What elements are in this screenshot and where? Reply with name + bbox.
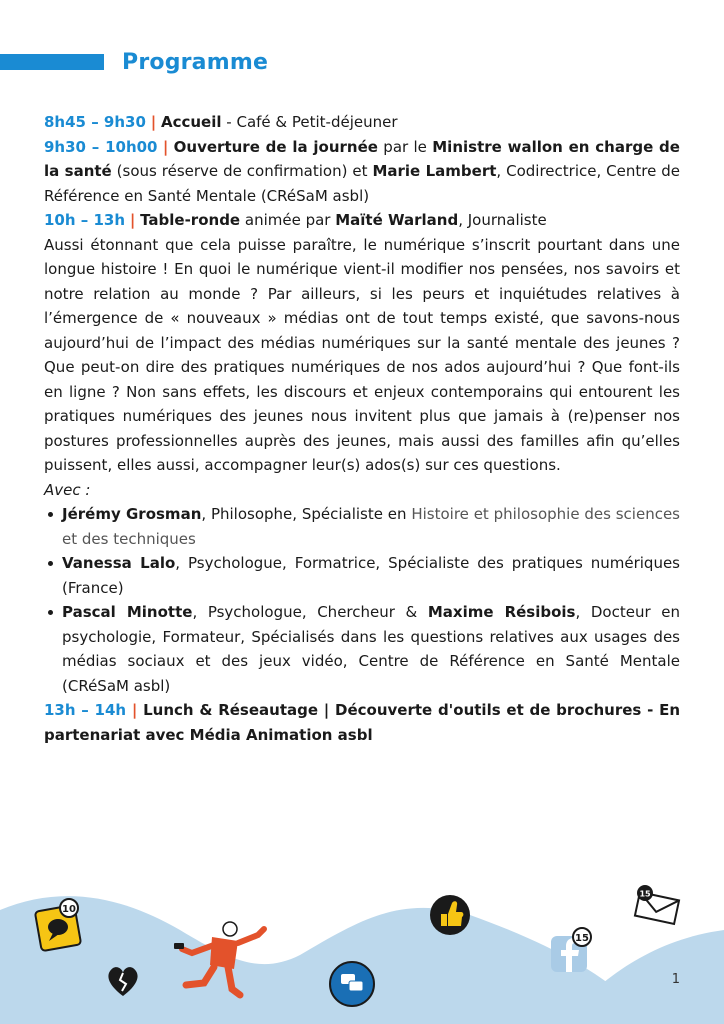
session-detail: , Codirectrice, Centre de Référence en Santé Mentale (CRéSaM asbl) (44, 162, 681, 205)
session-detail: (sous réserve de confirmation) et (111, 162, 373, 180)
notification-badge-count: 15 (639, 889, 651, 899)
time-slot: 13h – 14h (44, 701, 127, 719)
speaker-name: Ministre wallon en charge de la santé (44, 137, 680, 180)
time-slot: 8h45 – 9h30 (44, 113, 146, 131)
separator: | (131, 701, 138, 719)
session-detail: - Café & Petit-déjeuner (221, 113, 398, 131)
time-slot: 9h30 – 10h00 (44, 137, 158, 156)
speaker-name: Pascal Minotte (62, 603, 193, 621)
notification-badge-icon (60, 899, 78, 917)
speaker-role: , Psychologue, Chercheur & (192, 603, 428, 621)
page-title: Programme (122, 50, 269, 75)
notification-badge-count: 10 (62, 904, 76, 915)
session-title: Accueil (160, 113, 222, 131)
separator: | (129, 211, 136, 229)
speaker-role: , Docteur en psychologie, Formateur, Spécialisés dans les questions relatives aux usages des médias sociaux et des jeux vidéo, Centre de Référence en Santé Mentale (CRéSaM asbl) (62, 603, 680, 695)
speaker-name: Jérémy Grosman (62, 505, 202, 523)
speaker-item (62, 502, 680, 551)
program-item-ouverture (44, 135, 680, 209)
speaker-role: , Psychologue, Formatrice, Spécialiste des pratiques numériques (France) (62, 554, 681, 597)
speaker-item (62, 551, 680, 600)
speakers-list (44, 502, 680, 698)
session-title: Table-ronde (140, 211, 241, 229)
speaker-name: Maxime Résibois (427, 603, 576, 621)
notification-badge-count: 15 (575, 933, 589, 944)
speaker-role: , Philosophe, Spécialiste en (201, 505, 412, 523)
header-accent-bar (0, 54, 104, 70)
separator: | (162, 137, 169, 156)
separator: | (150, 113, 157, 131)
thumbs-up-icon (430, 895, 470, 935)
speaker-item (62, 600, 680, 698)
session-detail: par le (377, 137, 433, 156)
program-item-accueil (44, 110, 680, 135)
decorative-footer-illustration (0, 860, 724, 1024)
program-content (44, 110, 680, 747)
program-item-lunch (44, 698, 680, 747)
time-slot: 10h – 13h (44, 211, 126, 229)
notification-badge-icon (573, 928, 591, 946)
speaker-name: Marie Lambert (372, 162, 497, 180)
speaker-name: Vanessa Lalo (62, 554, 176, 572)
program-item-table-ronde (44, 208, 680, 233)
session-description: Aussi étonnant que cela puisse paraître, le numérique s’inscrit pourtant dans une longue histoire ! En quoi le numérique vient-il modifier nos pensées, nos savoirs et notre relation au monde ? Par ailleurs, si les peurs et inquiétudes relatives à l’émergence de « nouveaux » médias ont de tout temps existé, que savons-nous aujourd’hui de l’impact des médias numériques sur la santé mentale des jeunes ? Que peut-on dire des pratiques numériques de nos ados aujourd’hui ? Que font-ils en ligne ? Non sans effets, les discours et enjeux contemporains qui entourent les pratiques numériques des jeunes nous invitent plus que jamais à (re)penser nos postures professionnelles auprès des jeunes, mais aussi des familles afin qu’elles puissent, elles aussi, accompagner leur(s) ados(s) sur ces questions. (44, 235, 680, 474)
session-title: Ouverture de la journée (173, 137, 378, 156)
speaker-name: Maïté Warland (335, 211, 459, 229)
session-title: Lunch & Réseautage | Découverte d'outils et de brochures - En partenariat avec Média Animation asbl (44, 701, 680, 744)
session-detail: , Journaliste (458, 211, 547, 229)
notification-badge-icon (637, 885, 653, 901)
speakers-label: Avec : (44, 480, 91, 499)
chat-icon (330, 962, 374, 1006)
session-detail: animée par (240, 211, 336, 229)
speaker-specialty-link[interactable]: Histoire et philosophie des sciences et des techniques (62, 505, 680, 548)
page-number: 1 (671, 972, 680, 987)
